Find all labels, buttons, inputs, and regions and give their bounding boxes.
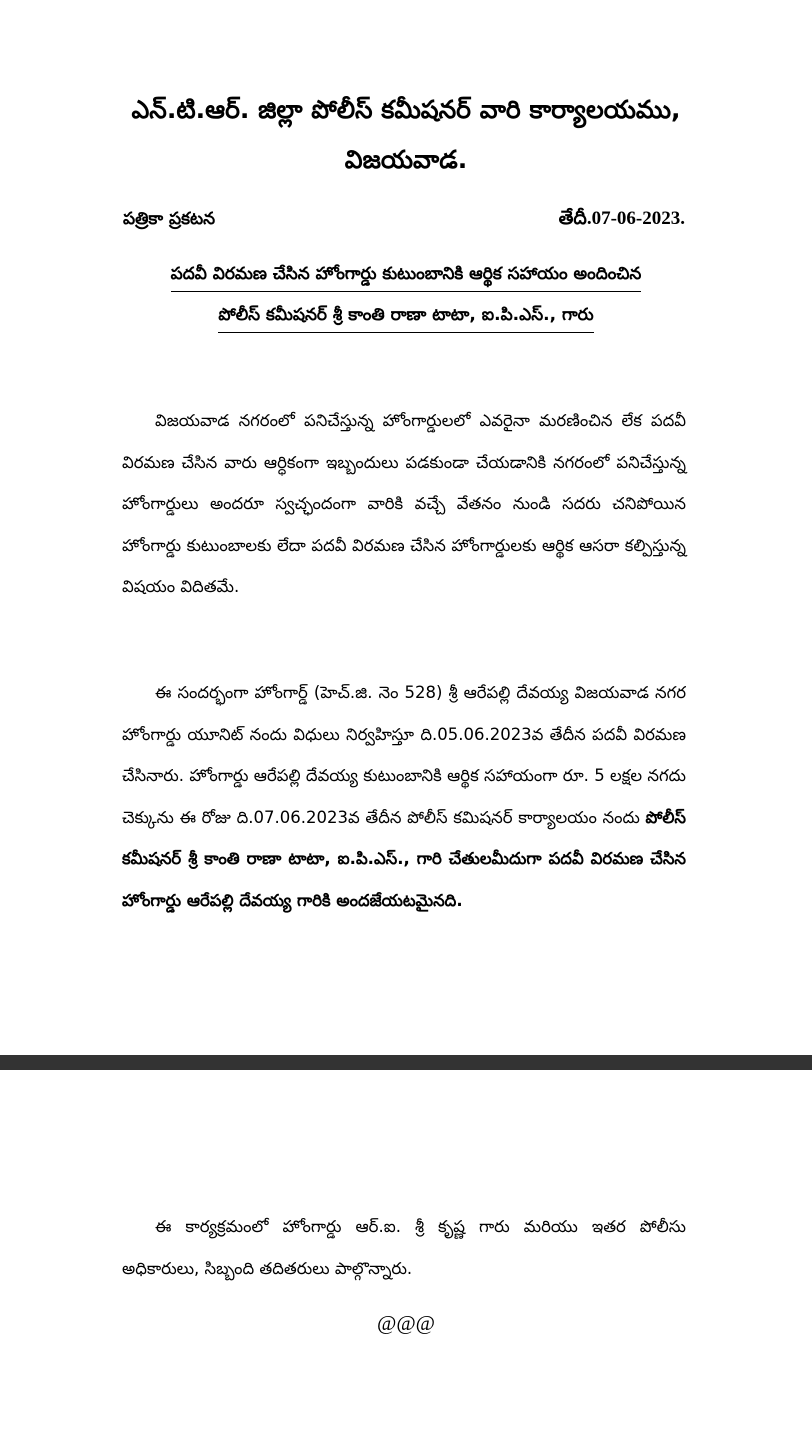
press-release-label: పత్రికా ప్రకటన — [123, 209, 216, 229]
paragraph-1 — [122, 400, 686, 608]
press-release-date: తేదీ.07-06-2023. — [558, 208, 685, 229]
paragraph-1-text: విజయవాడ నగరంలో పనిచేస్తున్న హోంగార్డులలో ఎవరైనా మరణించిన లేక పదవీ విరమణ చేసిన వారు ఆర్ధికంగా ఇబ్బందులు పడకుండా చేయడానికి నగరంలో పనిచేస్తున్న హోంగార్డులు అందరూ స్వచ్ఛందంగా వారికి వచ్చే వేతనం నుండి సదరు చనిపోయిన హోంగార్డు కుటుంబాలకు లేదా పదవీ విరమణ చేసిన హోంగార్డులకు ఆర్థిక ఆసరా కల్పిస్తున్న విషయం విదితమే. — [122, 411, 686, 596]
closing-mark: @@@ — [376, 1311, 436, 1335]
city-title: విజయవాడ. — [344, 145, 468, 174]
paragraph-2-text: ఈ సందర్భంగా హోంగార్డ్ (హెచ్.జి. నెం 528) శ్రీ ఆరేపల్లి దేవయ్య విజయవాడ నగర హోంగార్డు యూనిట్ నందు విధులు నిర్వహిస్తూ ది.05.06.2023వ తేదీన పదవీ విరమణ చేసినారు. హోంగార్డు ఆరేపల్లి దేవయ్య కుటుంబానికి ఆర్థిక సహాయంగా రూ. 5 లక్షల నగదు చెక్కును ఈ రోజు ది.07.06.2023వ తేదీన పోలీస్ కమిషనర్ కార్యాలయం నందు — [122, 683, 686, 827]
paragraph-3-text: ఈ కార్యక్రమంలో హోంగార్డు ఆర్.ఐ. శ్రీ కృష్ణ గారు మరియు ఇతర పోలీసు అధికారులు, సిబ్బంది తదితరులు పాల్గొన్నారు. — [122, 1217, 686, 1278]
paragraph-2 — [122, 672, 686, 921]
subject-line-2 — [0, 298, 812, 333]
subject-line-1-text: పదవీ విరమణ చేసిన హోంగార్డు కుటుంబానికి ఆర్థిక సహాయం అందించిన — [171, 257, 642, 292]
paragraph-3 — [122, 1206, 686, 1289]
subject-line-1 — [0, 257, 812, 292]
paragraph-2-bold-text: పోలీస్ కమీషనర్ శ్రీ కాంతి రాణా టాటా, ఐ.పి.ఎస్., గారి చేతులమీదుగా పదవీ విరమణ చేసిన హోంగార్డు ఆరేపల్లి దేవయ్య గారికి అందజేయటమైనది. — [122, 807, 686, 910]
office-title: ఎన్.టి.ఆర్. జిల్లా పోలీస్ కమీషనర్ వారి కార్యాలయము, — [131, 95, 681, 124]
subject-line-2-text: పోలీస్ కమీషనర్ శ్రీ కాంతి రాణా టాటా, ఐ.పి.ఎస్., గారు — [218, 298, 593, 333]
page-separator — [0, 1055, 812, 1070]
